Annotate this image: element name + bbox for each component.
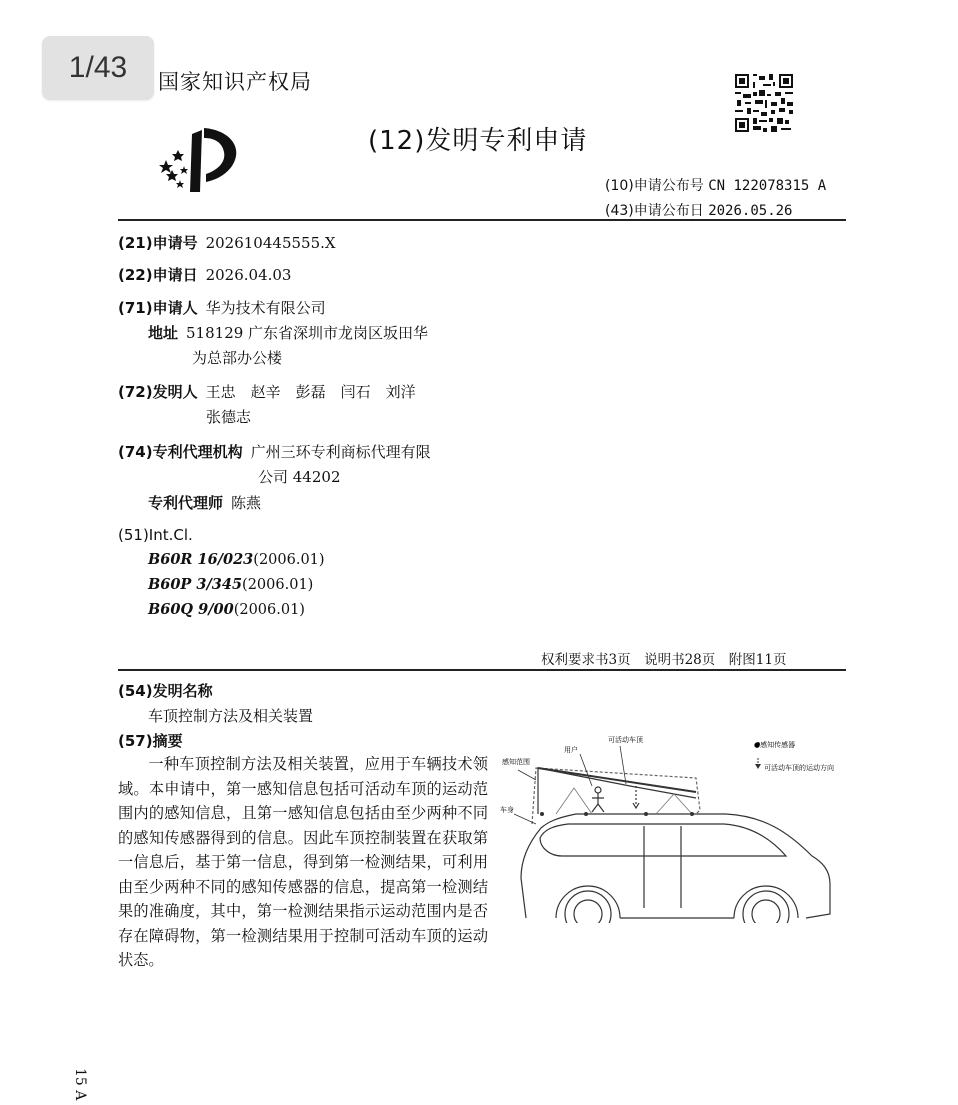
applicant [118, 297, 326, 318]
publication-number-value: CN 122078315 A [708, 178, 827, 194]
vehicle-roof-figure [496, 728, 848, 923]
patent-agency-line-1: 广州三环专利商标代理有限 [250, 443, 431, 461]
application-date-label: (22)申请日 [118, 266, 198, 284]
side-publication-code: 15 A [72, 1068, 88, 1101]
office-name: 国家知识产权局 [158, 70, 312, 94]
qr-code-icon [733, 72, 795, 134]
application-number [118, 232, 336, 253]
document-type-title: (12)发明专利申请 [368, 126, 588, 156]
patent-agency-line-2: 公司 44202 [258, 468, 341, 486]
patent-agent-label: 专利代理师 [148, 494, 224, 512]
ipc-code: B60P 3/345 [148, 576, 243, 593]
ipc-entry [148, 551, 325, 568]
abstract-text: 一种车顶控制方法及相关装置，应用于车辆技术领域。本申请中，第一感知信息包括可活动车顶的运动范围内的感知信息，且第一感知信息包括由至少两种不同的感知传感器得到的信息。因此车顶控制装置在获取第一信息后，基于第一信息，得到第一检测结果，可利用由至少两种不同的感知传感器的信息，提高第一检测结果的准确度，其中，第一检测结果指示运动范围内是否存在障碍物，第一检测结果用于控制可活动车顶的运动状态。 [118, 755, 488, 969]
ipc-entry [148, 576, 313, 593]
figure-label-sensing-range: 感知范围 [502, 758, 530, 766]
address-line-1: 518129 广东省深圳市龙岗区坂田华 [186, 324, 429, 342]
figure-legend-direction: 可活动车顶的运动方向 [764, 764, 834, 772]
section-divider [118, 669, 846, 671]
ipc-date: (2006.01) [253, 552, 325, 568]
figure-legend-sensor: ●感知传感器 [754, 741, 796, 749]
applicant-value: 华为技术有限公司 [205, 299, 326, 317]
patent-agency [118, 441, 431, 462]
ipc-label: (51)Int.Cl. [118, 526, 193, 544]
application-number-value: 202610445555.X [205, 234, 336, 252]
address [148, 322, 428, 343]
inventors [118, 381, 416, 402]
publication-number-label: (10)申请公布号 [605, 178, 704, 194]
publication-date [605, 200, 793, 220]
ipc-code: B60R 16/023 [148, 551, 254, 568]
application-number-label: (21)申请号 [118, 234, 198, 252]
cnipa-logo-icon [158, 122, 248, 194]
publication-number [605, 175, 826, 195]
page-indicator: 1/43 [42, 36, 154, 100]
figure-label-movable-roof: 可活动车顶 [608, 736, 643, 744]
figure-label-body: 车身 [500, 806, 514, 814]
figure-label-user: 用户 [564, 746, 578, 754]
inventors-line-1: 王忠 赵辛 彭磊 闫石 刘洋 [205, 383, 416, 401]
address-label: 地址 [148, 324, 179, 342]
invention-title-label: (54)发明名称 [118, 682, 213, 700]
abstract-label: (57)摘要 [118, 732, 183, 750]
ipc-entry [148, 601, 305, 618]
ipc-date: (2006.01) [233, 602, 305, 618]
ipc-date: (2006.01) [242, 577, 314, 593]
publication-date-value: 2026.05.26 [708, 203, 793, 219]
application-date [118, 264, 291, 285]
inventors-label: (72)发明人 [118, 383, 198, 401]
patent-agency-label: (74)专利代理机构 [118, 443, 243, 461]
patent-agent [148, 492, 261, 513]
application-date-value: 2026.04.03 [205, 266, 292, 284]
header-divider [118, 219, 846, 221]
applicant-label: (71)申请人 [118, 299, 198, 317]
address-line-2: 为总部办公楼 [192, 349, 283, 367]
ipc-code: B60Q 9/00 [148, 601, 234, 618]
patent-agent-value: 陈燕 [231, 494, 262, 512]
inventors-line-2: 张德志 [206, 408, 252, 426]
page-counts: 权利要求书3页 说明书28页 附图11页 [541, 652, 787, 668]
publication-date-label: (43)申请公布日 [605, 203, 704, 219]
invention-title: 车顶控制方法及相关装置 [148, 707, 314, 725]
